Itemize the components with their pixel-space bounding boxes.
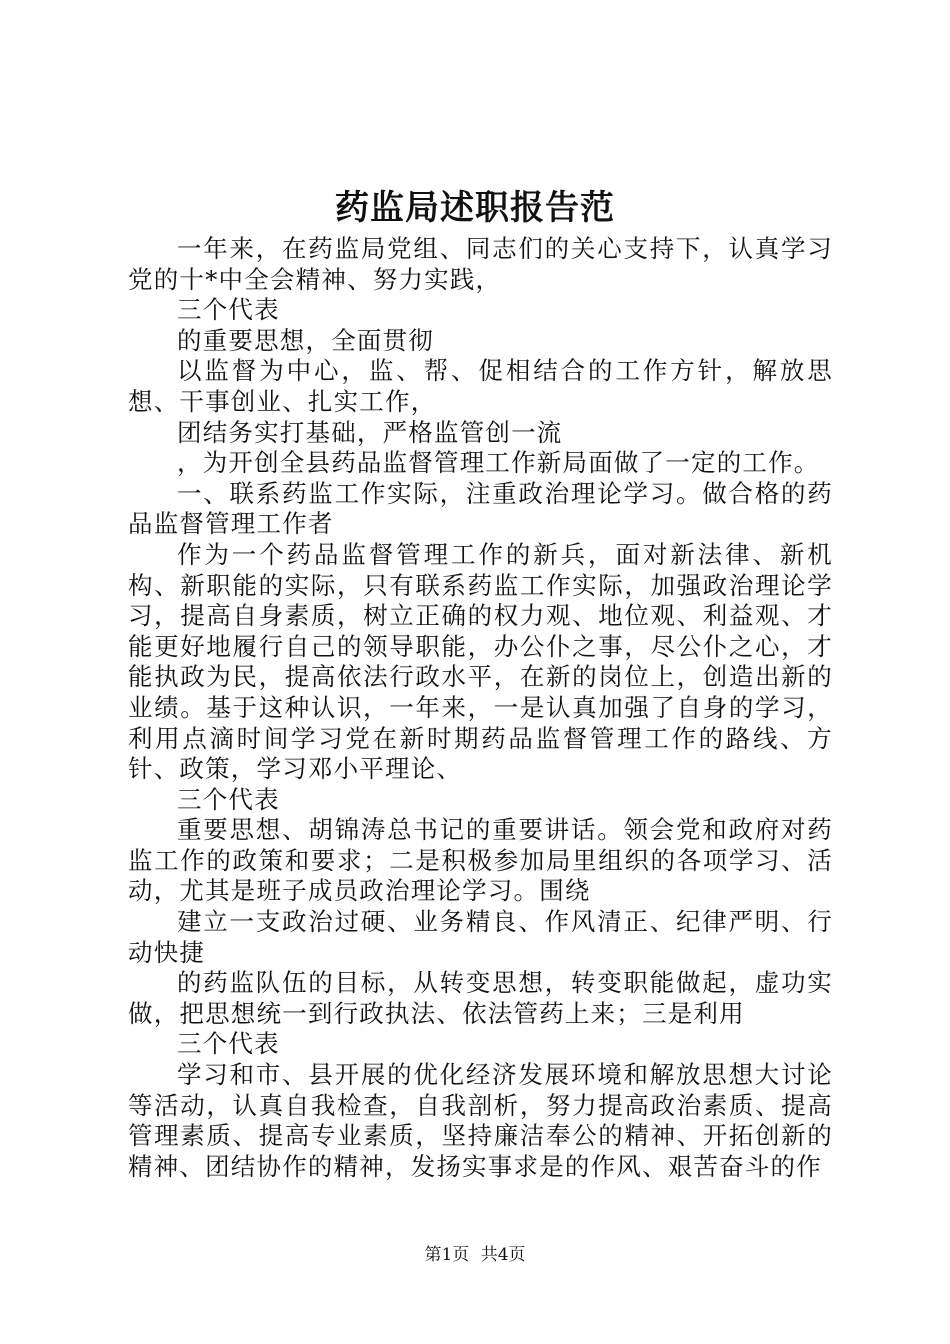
- page-total: 共4页: [480, 1245, 526, 1265]
- paragraph: 以监督为中心，监、帮、促相结合的工作方针，解放思想、干事创业、扎实工作，: [128, 356, 833, 416]
- page-footer: [0, 1244, 950, 1266]
- paragraph: 三个代表: [177, 784, 280, 814]
- page-title: 药监局述职报告范: [335, 188, 615, 228]
- paragraph: 作为一个药品监督管理工作的新兵，面对新法律、新机构、新职能的实际，只有联系药监工作实际，加强政治理论学习，提高自身素质，树立正确的权力观、地位观、利益观、才能更好地履行自己的领导职能，办公仆之事，尽公仆之心，才能执政为民，提高依法行政水平，在新的岗位上，创造出新的业绩。基于这种认识，一年来，一是认真加强了自身的学习，利用点滴时间学习党在新时期药品监督管理工作的路线、方针、政策，学习邓小平理论、: [128, 539, 833, 784]
- paragraph: 三个代表: [177, 295, 280, 325]
- paragraph: 一、联系药监工作实际，注重政治理论学习。做合格的药品监督管理工作者: [128, 478, 833, 539]
- paragraph: 三个代表: [177, 1029, 280, 1059]
- paragraph: 的药监队伍的目标，从转变思想，转变职能做起，虚功实做，把思想统一到行政执法、依法管药上来；三是利用: [128, 968, 833, 1028]
- paragraph: ，为开创全县药品监督管理工作新局面做了一定的工作。: [177, 448, 820, 478]
- paragraph: 建立一支政治过硬、业务精良、作风清正、纪律严明、行动快捷: [128, 907, 833, 967]
- paragraph: 团结务实打基础，严格监管创一流: [177, 417, 563, 447]
- page-number: 第1页: [424, 1245, 470, 1265]
- paragraph: 重要思想、胡锦涛总书记的重要讲话。领会党和政府对药监工作的政策和要求；二是积极参加局里组织的各项学习、活动，尤其是班子成员政治理论学习。围绕: [128, 815, 833, 906]
- paragraph: 学习和市、县开展的优化经济发展环境和解放思想大讨论等活动，认真自我检查，自我剖析，努力提高政治素质、提高管理素质、提高专业素质，坚持廉洁奉公的精神、开拓创新的精神、团结协作的精神，发扬实事求是的作风、艰苦奋斗的作: [128, 1060, 833, 1181]
- paragraph: 一年来，在药监局党组、同志们的关心支持下，认真学习党的十*中全会精神、努力实践，: [128, 234, 833, 294]
- document-body: [128, 234, 833, 1182]
- paragraph: 的重要思想，全面贯彻: [177, 325, 434, 355]
